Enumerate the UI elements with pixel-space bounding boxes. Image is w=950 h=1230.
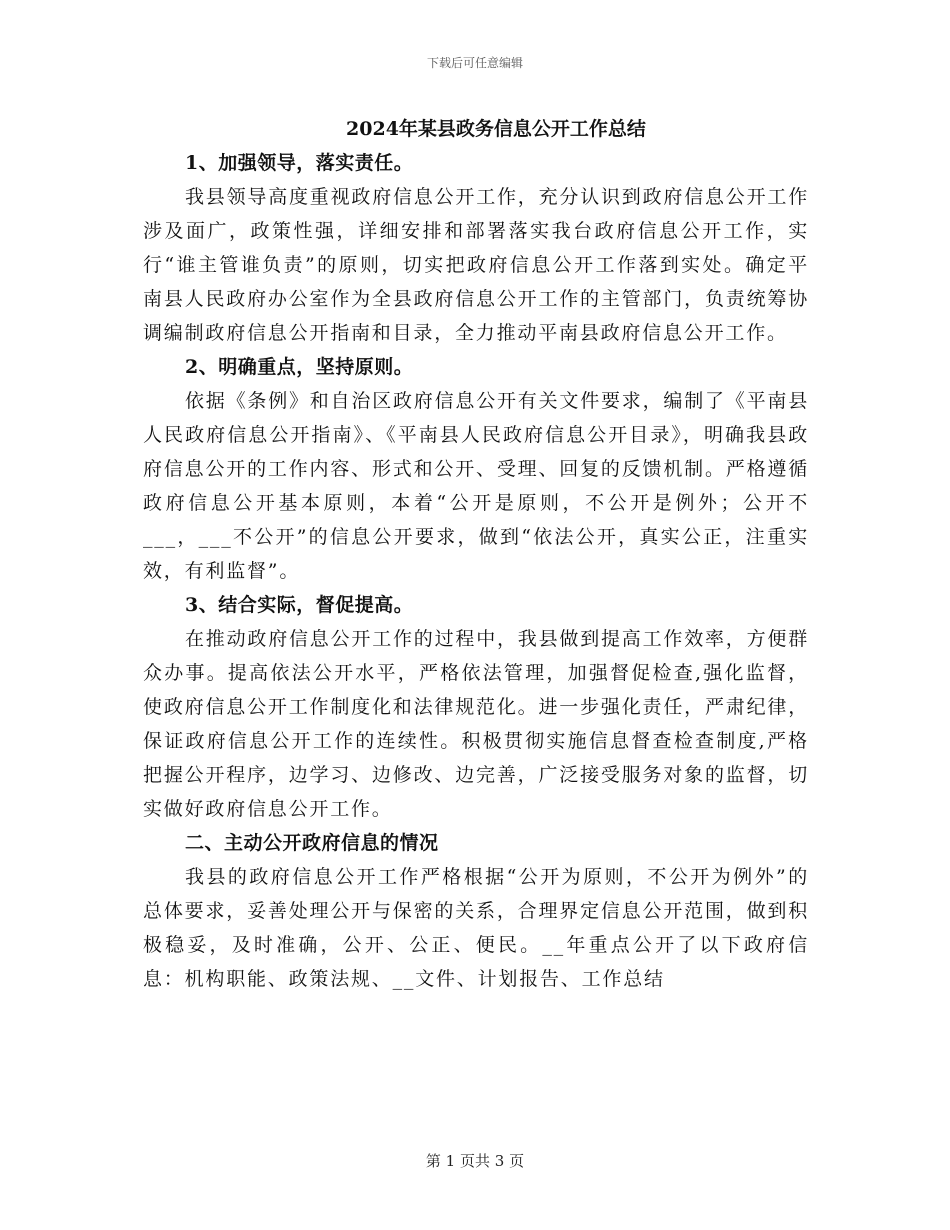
document-body bbox=[143, 112, 809, 996]
page-number: 第 1 页共 3 页 bbox=[425, 1152, 525, 1170]
section-paragraph-2: 依据《条例》和自治区政府信息公开有关文件要求，编制了《平南县人民政府信息公开指南》、《平南县人民政府信息公开目录》，明确我县政府信息公开的工作内容、形式和公开、受理、回复的反馈机制。严格遵循政府信息公开基本原则，本着“公开是原则，不公开是例外；公开不___，___不公开”的信息公开要求，做到“依法公开，真实公正，注重实效，有利监督”。 bbox=[143, 390, 810, 582]
section-heading-1: 1、加强领导，落实责任。 bbox=[185, 152, 414, 174]
section-paragraph-1: 我县领导高度重视政府信息公开工作，充分认识到政府信息公开工作涉及面广，政策性强，详细安排和部署落实我台政府信息公开工作，实行“谁主管谁负责”的原则，切实把政府信息公开工作落到实处。确定平南县人民政府办公室作为全县政府信息公开工作的主管部门，负责统筹协调编制政府信息公开指南和目录，全力推动平南县政府信息公开工作。 bbox=[143, 186, 810, 344]
document-title: 2024年某县政务信息公开工作总结 bbox=[346, 118, 646, 140]
section-paragraph-4: 我县的政府信息公开工作严格根据“公开为原则，不公开为例外”的总体要求，妥善处理公开与保密的关系，合理界定信息公开范围，做到积极稳妥，及时准确，公开、公正、便民。__年重点公开了以下政府信息：机构职能、政策法规、__文件、计划报告、工作总结 bbox=[143, 866, 809, 990]
page-header: 下载后可任意编辑 bbox=[426, 56, 523, 70]
section-heading-2: 2、明确重点，坚持原则。 bbox=[185, 356, 414, 378]
section-heading-4: 二、主动公开政府信息的情况 bbox=[185, 832, 439, 854]
section-heading-3: 3、结合实际，督促提高。 bbox=[185, 594, 414, 616]
section-paragraph-3: 在推动政府信息公开工作的过程中，我县做到提高工作效率，方便群众办事。提高依法公开水平，严格依法管理，加强督促检查,强化监督，使政府信息公开工作制度化和法律规范化。进一步强化责任，严肃纪律，保证政府信息公开工作的连续性。积极贯彻实施信息督查检查制度,严格把握公开程序，边学习、边修改、边完善，广泛接受服务对象的监督，切实做好政府信息公开工作。 bbox=[143, 628, 810, 820]
